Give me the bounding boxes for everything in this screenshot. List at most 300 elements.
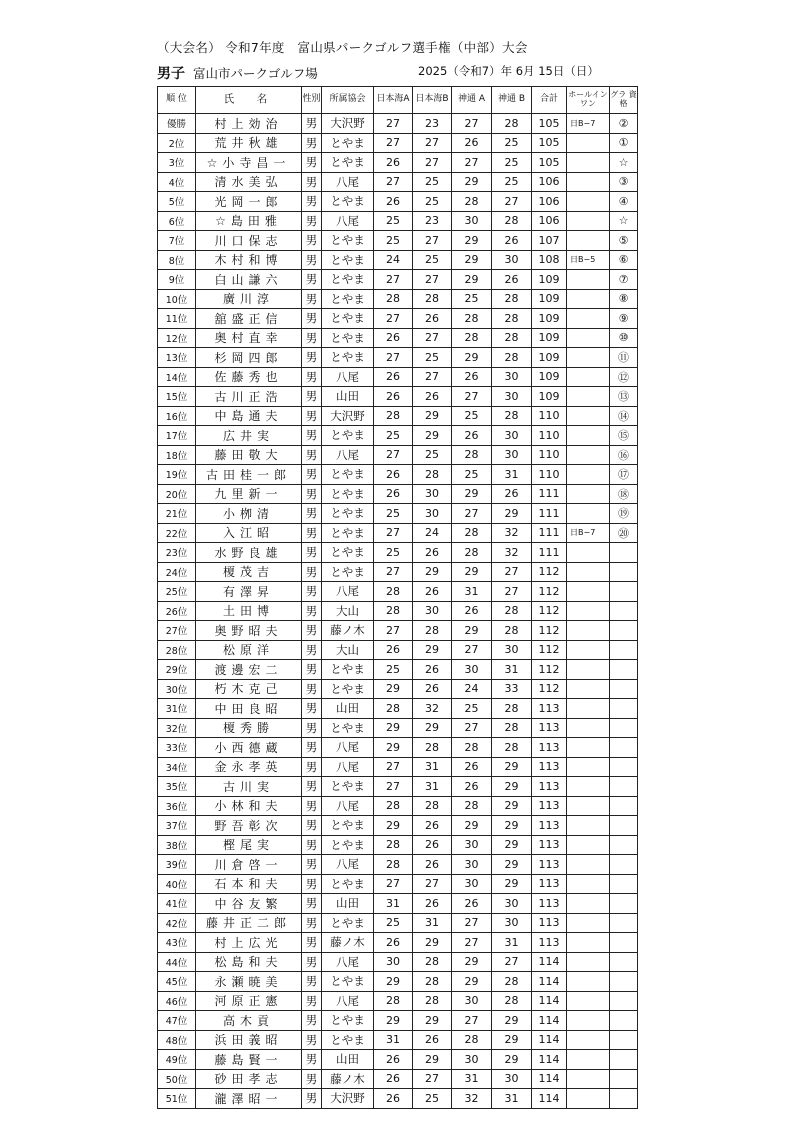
hole-in-one-cell [567,1011,610,1031]
score-nihonkai-b: 26 [413,855,452,875]
gender-cell: 男 [302,1030,322,1050]
score-nihonkai-a: 29 [374,679,413,699]
score-nihonkai-b: 27 [413,153,452,173]
score-nihonkai-b: 26 [413,894,452,914]
score-jintsu-a: 27 [452,718,492,738]
name-cell: 入江昭 [196,523,302,543]
club-cell: とやま [322,192,374,212]
table-row [158,406,638,426]
score-jintsu-a: 28 [452,738,492,758]
header-name: 氏 名 [196,87,302,114]
rank-cell: 18位 [158,445,196,465]
total-cell: 113 [532,777,567,797]
score-jintsu-b: 31 [492,465,532,485]
score-jintsu-b: 30 [492,367,532,387]
qualification-cell [610,777,638,797]
gender-cell: 男 [302,855,322,875]
score-jintsu-a: 30 [452,855,492,875]
score-nihonkai-a: 27 [374,309,413,329]
rank-cell: 17位 [158,426,196,446]
total-cell: 111 [532,543,567,563]
rank-cell: 37位 [158,816,196,836]
score-nihonkai-b: 25 [413,445,452,465]
hole-in-one-cell: 日B−7 [567,114,610,134]
score-jintsu-b: 28 [492,699,532,719]
score-jintsu-a: 25 [452,406,492,426]
name-cell: 村上効治 [196,114,302,134]
total-cell: 113 [532,913,567,933]
score-nihonkai-b: 29 [413,640,452,660]
score-jintsu-a: 28 [452,543,492,563]
score-jintsu-b: 30 [492,913,532,933]
club-cell: とやま [322,562,374,582]
score-nihonkai-a: 29 [374,1011,413,1031]
score-jintsu-a: 25 [452,465,492,485]
score-jintsu-a: 27 [452,387,492,407]
header-hole-in-one: ホールイン ワン [567,87,610,114]
qualification-cell: ⑬ [610,387,638,407]
name-cell: 榎茂吉 [196,562,302,582]
rank-cell: 3位 [158,153,196,173]
score-jintsu-a: 26 [452,894,492,914]
gender-cell: 男 [302,543,322,563]
score-jintsu-a: 32 [452,1089,492,1109]
total-cell: 109 [532,270,567,290]
score-nihonkai-b: 30 [413,601,452,621]
qualification-cell [610,1030,638,1050]
club-cell: 八尾 [322,757,374,777]
name-cell: 小林和夫 [196,796,302,816]
club-cell: とやま [322,426,374,446]
hole-in-one-cell [567,816,610,836]
rank-cell: 28位 [158,640,196,660]
gender-cell: 男 [302,952,322,972]
score-nihonkai-a: 28 [374,835,413,855]
name-cell: 榎秀勝 [196,718,302,738]
table-row [158,387,638,407]
gender-cell: 男 [302,328,322,348]
total-cell: 112 [532,679,567,699]
rank-cell: 22位 [158,523,196,543]
gender-cell: 男 [302,894,322,914]
total-cell: 109 [532,387,567,407]
score-jintsu-b: 30 [492,250,532,270]
score-nihonkai-b: 30 [413,484,452,504]
rank-cell: 34位 [158,757,196,777]
score-nihonkai-a: 28 [374,289,413,309]
hole-in-one-cell [567,874,610,894]
qualification-cell: ⑩ [610,328,638,348]
score-nihonkai-a: 25 [374,426,413,446]
name-cell: 石本和夫 [196,874,302,894]
table-row [158,133,638,153]
header-course-d: 神通 B [492,87,532,114]
qualification-cell: ⑱ [610,484,638,504]
name-cell: 奥野昭夫 [196,621,302,641]
gender-cell: 男 [302,1069,322,1089]
score-nihonkai-a: 26 [374,192,413,212]
rank-cell: 51位 [158,1089,196,1109]
score-nihonkai-b: 29 [413,933,452,953]
qualification-cell: ⑪ [610,348,638,368]
club-cell: 八尾 [322,991,374,1011]
rank-cell: 16位 [158,406,196,426]
total-cell: 113 [532,796,567,816]
qualification-cell: ⑨ [610,309,638,329]
score-nihonkai-b: 28 [413,738,452,758]
gender-cell: 男 [302,640,322,660]
total-cell: 112 [532,562,567,582]
score-nihonkai-b: 28 [413,952,452,972]
score-nihonkai-b: 26 [413,543,452,563]
qualification-cell [610,913,638,933]
qualification-cell [610,738,638,758]
qualification-cell [610,699,638,719]
score-jintsu-b: 32 [492,523,532,543]
hole-in-one-cell [567,406,610,426]
qualification-cell: ④ [610,192,638,212]
score-jintsu-b: 28 [492,289,532,309]
hole-in-one-cell [567,601,610,621]
name-cell: 浜田義昭 [196,1030,302,1050]
score-nihonkai-a: 26 [374,933,413,953]
score-jintsu-b: 31 [492,933,532,953]
total-cell: 109 [532,328,567,348]
rank-cell: 9位 [158,270,196,290]
rank-cell: 5位 [158,192,196,212]
club-cell: とやま [322,348,374,368]
qualification-cell [610,621,638,641]
qualification-cell [610,1089,638,1109]
total-cell: 113 [532,757,567,777]
club-cell: とやま [322,270,374,290]
score-nihonkai-b: 30 [413,504,452,524]
name-cell: 村上広光 [196,933,302,953]
hole-in-one-cell [567,796,610,816]
club-cell: とやま [322,835,374,855]
name-cell: 杉岡四郎 [196,348,302,368]
hole-in-one-cell [567,445,610,465]
name-cell: 渡邊宏二 [196,660,302,680]
table-row [158,211,638,231]
rank-cell: 24位 [158,562,196,582]
qualification-cell: ☆ [610,153,638,173]
club-cell: とやま [322,972,374,992]
score-jintsu-b: 30 [492,445,532,465]
score-jintsu-b: 29 [492,757,532,777]
total-cell: 112 [532,601,567,621]
hole-in-one-cell [567,952,610,972]
table-row [158,699,638,719]
score-jintsu-a: 27 [452,504,492,524]
score-jintsu-b: 28 [492,738,532,758]
gender-cell: 男 [302,309,322,329]
hole-in-one-cell [567,621,610,641]
club-cell: 八尾 [322,582,374,602]
table-row [158,952,638,972]
club-cell: 山田 [322,699,374,719]
score-jintsu-a: 26 [452,133,492,153]
gender-cell: 男 [302,562,322,582]
gender-cell: 男 [302,933,322,953]
score-nihonkai-a: 26 [374,387,413,407]
score-jintsu-a: 29 [452,172,492,192]
table-row [158,1089,638,1109]
results-body [158,114,638,1109]
gender-cell: 男 [302,250,322,270]
qualification-cell [610,543,638,563]
score-jintsu-b: 29 [492,1030,532,1050]
score-jintsu-a: 30 [452,874,492,894]
table-row [158,426,638,446]
gender-cell: 男 [302,699,322,719]
gender-cell: 男 [302,718,322,738]
hole-in-one-cell [567,231,610,251]
gender-cell: 男 [302,738,322,758]
club-cell: 山田 [322,387,374,407]
score-jintsu-b: 27 [492,582,532,602]
rank-cell: 2位 [158,133,196,153]
rank-cell: 10位 [158,289,196,309]
total-cell: 114 [532,1011,567,1031]
hole-in-one-cell [567,777,610,797]
rank-cell: 47位 [158,1011,196,1031]
total-cell: 105 [532,153,567,173]
table-row [158,582,638,602]
score-nihonkai-a: 29 [374,718,413,738]
total-cell: 114 [532,991,567,1011]
name-cell: 瀧澤昭一 [196,1089,302,1109]
score-nihonkai-b: 28 [413,796,452,816]
rank-cell: 35位 [158,777,196,797]
qualification-cell: ⑧ [610,289,638,309]
rank-cell: 20位 [158,484,196,504]
gender-cell: 男 [302,972,322,992]
club-cell: とやま [322,133,374,153]
score-jintsu-b: 30 [492,1069,532,1089]
score-nihonkai-a: 27 [374,621,413,641]
score-jintsu-b: 28 [492,211,532,231]
score-jintsu-a: 31 [452,1069,492,1089]
score-nihonkai-a: 26 [374,484,413,504]
gender-cell: 男 [302,270,322,290]
score-nihonkai-a: 26 [374,1089,413,1109]
score-jintsu-b: 31 [492,660,532,680]
score-nihonkai-a: 31 [374,1030,413,1050]
total-cell: 105 [532,114,567,134]
gender-cell: 男 [302,835,322,855]
rank-cell: 31位 [158,699,196,719]
name-cell: 中田良昭 [196,699,302,719]
gender-cell: 男 [302,348,322,368]
score-nihonkai-b: 25 [413,348,452,368]
name-cell: 清水美弘 [196,172,302,192]
name-cell: 朽木克己 [196,679,302,699]
total-cell: 114 [532,1030,567,1050]
table-row [158,933,638,953]
table-row [158,543,638,563]
total-cell: 113 [532,894,567,914]
rank-cell: 38位 [158,835,196,855]
gender-cell: 男 [302,991,322,1011]
score-nihonkai-a: 29 [374,738,413,758]
score-jintsu-b: 25 [492,153,532,173]
score-jintsu-a: 30 [452,991,492,1011]
name-cell: 広井実 [196,426,302,446]
score-jintsu-a: 28 [452,309,492,329]
score-nihonkai-a: 27 [374,133,413,153]
gender-cell: 男 [302,621,322,641]
rank-cell: 40位 [158,874,196,894]
hole-in-one-cell [567,465,610,485]
qualification-cell: ⑳ [610,523,638,543]
club-cell: とやま [322,660,374,680]
table-row [158,523,638,543]
gender-cell: 男 [302,679,322,699]
table-row [158,231,638,251]
score-nihonkai-a: 28 [374,796,413,816]
name-cell: 佐藤秀也 [196,367,302,387]
score-jintsu-b: 30 [492,894,532,914]
score-nihonkai-b: 28 [413,621,452,641]
qualification-cell [610,562,638,582]
score-nihonkai-a: 27 [374,777,413,797]
rank-cell: 39位 [158,855,196,875]
gender-cell: 男 [302,777,322,797]
event-date: 2025（令和7）年 6月 15日（日） [418,64,599,78]
qualification-cell: ⑫ [610,367,638,387]
score-nihonkai-a: 26 [374,153,413,173]
total-cell: 112 [532,640,567,660]
gender-cell: 男 [302,465,322,485]
hole-in-one-cell [567,1069,610,1089]
score-nihonkai-b: 23 [413,114,452,134]
qualification-cell: ⑦ [610,270,638,290]
rank-cell: 32位 [158,718,196,738]
header-total: 合計 [532,87,567,114]
table-row [158,250,638,270]
rank-cell: 23位 [158,543,196,563]
rank-cell: 44位 [158,952,196,972]
score-nihonkai-a: 26 [374,465,413,485]
score-jintsu-a: 24 [452,679,492,699]
hole-in-one-cell [567,484,610,504]
table-row [158,1011,638,1031]
hole-in-one-cell [567,387,610,407]
hole-in-one-cell [567,660,610,680]
qualification-cell [610,1011,638,1031]
name-cell: ☆小寺昌一 [196,153,302,173]
rank-cell: 15位 [158,387,196,407]
score-nihonkai-b: 27 [413,231,452,251]
results-table [157,86,638,1109]
table-row [158,738,638,758]
rank-cell: 43位 [158,933,196,953]
table-row [158,855,638,875]
name-cell: 藤島賢一 [196,1050,302,1070]
hole-in-one-cell [567,348,610,368]
gender-cell: 男 [302,1089,322,1109]
qualification-cell: ☆ [610,211,638,231]
qualification-cell [610,894,638,914]
name-cell: ☆島田雅 [196,211,302,231]
qualification-cell: ⑰ [610,465,638,485]
hole-in-one-cell [567,972,610,992]
score-jintsu-a: 29 [452,231,492,251]
qualification-cell [610,660,638,680]
score-jintsu-a: 26 [452,777,492,797]
score-nihonkai-b: 25 [413,172,452,192]
score-jintsu-a: 27 [452,153,492,173]
total-cell: 114 [532,1050,567,1070]
score-jintsu-a: 29 [452,972,492,992]
score-nihonkai-b: 31 [413,757,452,777]
club-cell: とやま [322,289,374,309]
hole-in-one-cell [567,718,610,738]
score-jintsu-a: 28 [452,1030,492,1050]
rank-cell: 7位 [158,231,196,251]
table-row [158,621,638,641]
score-jintsu-b: 28 [492,114,532,134]
score-nihonkai-b: 26 [413,816,452,836]
name-cell: 野吾彰次 [196,816,302,836]
name-cell: 砂田孝志 [196,1069,302,1089]
name-cell: 九里新一 [196,484,302,504]
club-cell: とやま [322,816,374,836]
total-cell: 107 [532,231,567,251]
name-cell: 藤井正二郎 [196,913,302,933]
score-nihonkai-b: 27 [413,270,452,290]
gender-cell: 男 [302,192,322,212]
name-cell: 白山謙六 [196,270,302,290]
club-cell: 山田 [322,1050,374,1070]
table-row [158,1069,638,1089]
name-cell: 金永孝英 [196,757,302,777]
name-cell: 川倉啓一 [196,855,302,875]
score-jintsu-b: 29 [492,874,532,894]
table-row [158,445,638,465]
table-row [158,367,638,387]
total-cell: 114 [532,952,567,972]
rank-cell: 優勝 [158,114,196,134]
club-cell: 大沢野 [322,114,374,134]
club-cell: 藤ノ木 [322,1069,374,1089]
score-nihonkai-b: 27 [413,367,452,387]
score-nihonkai-a: 28 [374,991,413,1011]
table-row [158,309,638,329]
score-nihonkai-b: 29 [413,1011,452,1031]
score-nihonkai-b: 28 [413,991,452,1011]
gender-cell: 男 [302,211,322,231]
score-nihonkai-a: 28 [374,699,413,719]
hole-in-one-cell [567,679,610,699]
table-row [158,835,638,855]
name-cell: 古田桂一郎 [196,465,302,485]
name-cell: 小西德蔵 [196,738,302,758]
total-cell: 113 [532,933,567,953]
score-jintsu-a: 29 [452,348,492,368]
club-cell: 大沢野 [322,1089,374,1109]
score-nihonkai-a: 30 [374,952,413,972]
hole-in-one-cell [567,757,610,777]
total-cell: 109 [532,289,567,309]
gender-cell: 男 [302,289,322,309]
score-jintsu-a: 29 [452,621,492,641]
name-cell: 松島和夫 [196,952,302,972]
club-cell: 八尾 [322,172,374,192]
total-cell: 113 [532,855,567,875]
table-row [158,816,638,836]
